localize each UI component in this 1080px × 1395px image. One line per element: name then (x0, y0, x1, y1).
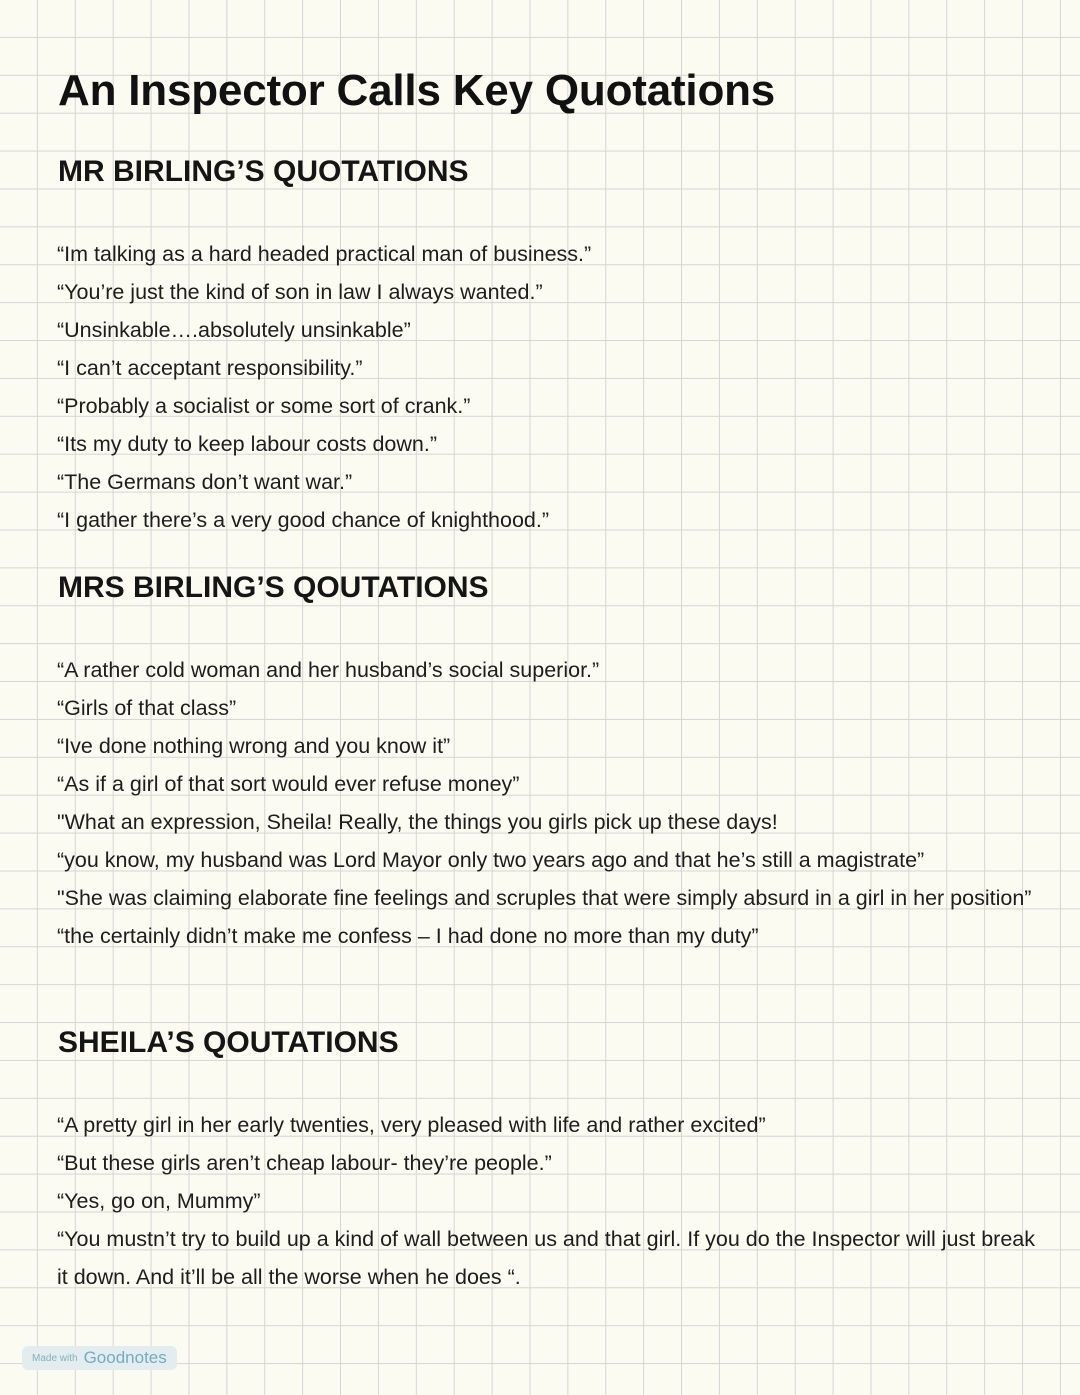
quote-list-mr-birling (57, 235, 1037, 539)
quote-list-mrs-birling (57, 651, 1037, 955)
quote-item: “You’re just the kind of son in law I always wanted.” (57, 280, 543, 304)
quote-item: “Yes, go on, Mummy” (57, 1189, 261, 1213)
quote-item: “I can’t acceptant responsibility.” (57, 356, 363, 380)
section-heading-mr-birling: MR BIRLING’S QUOTATIONS (58, 155, 469, 188)
quote-item: “As if a girl of that sort would ever refuse money” (57, 772, 520, 796)
quote-item: “A pretty girl in her early twenties, very pleased with life and rather excited” (57, 1113, 766, 1137)
quote-item: “You mustn’t try to build up a kind of wall between us and that girl. If you do the Inspector will just break it down. And it’ll be all the worse when he does “. (57, 1227, 1035, 1289)
quote-item: “Ive done nothing wrong and you know it” (57, 734, 451, 758)
made-with-goodnotes-badge (22, 1346, 177, 1370)
quote-list-sheila (57, 1106, 1037, 1296)
made-with-label: Made with (32, 1352, 78, 1364)
quote-item: “the certainly didn’t make me confess – I had done no more than my duty” (57, 924, 759, 948)
quote-item: "She was claiming elaborate fine feelings and scruples that were simply absurd in a girl in her position” (57, 886, 1032, 910)
quote-item: “Probably a socialist or some sort of crank.” (57, 394, 471, 418)
quote-item: “A rather cold woman and her husband’s social superior.” (57, 658, 600, 682)
quote-item: “Its my duty to keep labour costs down.” (57, 432, 437, 456)
section-heading-sheila: SHEILA’S QOUTATIONS (58, 1026, 399, 1059)
quote-item: “I gather there’s a very good chance of knighthood.” (57, 508, 550, 532)
quote-item: “Girls of that class” (57, 696, 237, 720)
section-heading-mrs-birling: MRS BIRLING’S QOUTATIONS (58, 571, 489, 604)
quote-item: “you know, my husband was Lord Mayor only two years ago and that he’s still a magistrate” (57, 848, 925, 872)
goodnotes-logo-text: Goodnotes (83, 1348, 167, 1367)
quote-item: “Unsinkable….absolutely unsinkable” (57, 318, 411, 342)
quote-item: "What an expression, Sheila! Really, the things you girls pick up these days! (57, 810, 778, 834)
quote-item: “Im talking as a hard headed practical man of business.” (57, 242, 592, 266)
page-title: An Inspector Calls Key Quotations (58, 66, 776, 115)
quote-item: “But these girls aren’t cheap labour- they’re people.” (57, 1151, 552, 1175)
quote-item: “The Germans don’t want war.” (57, 470, 353, 494)
